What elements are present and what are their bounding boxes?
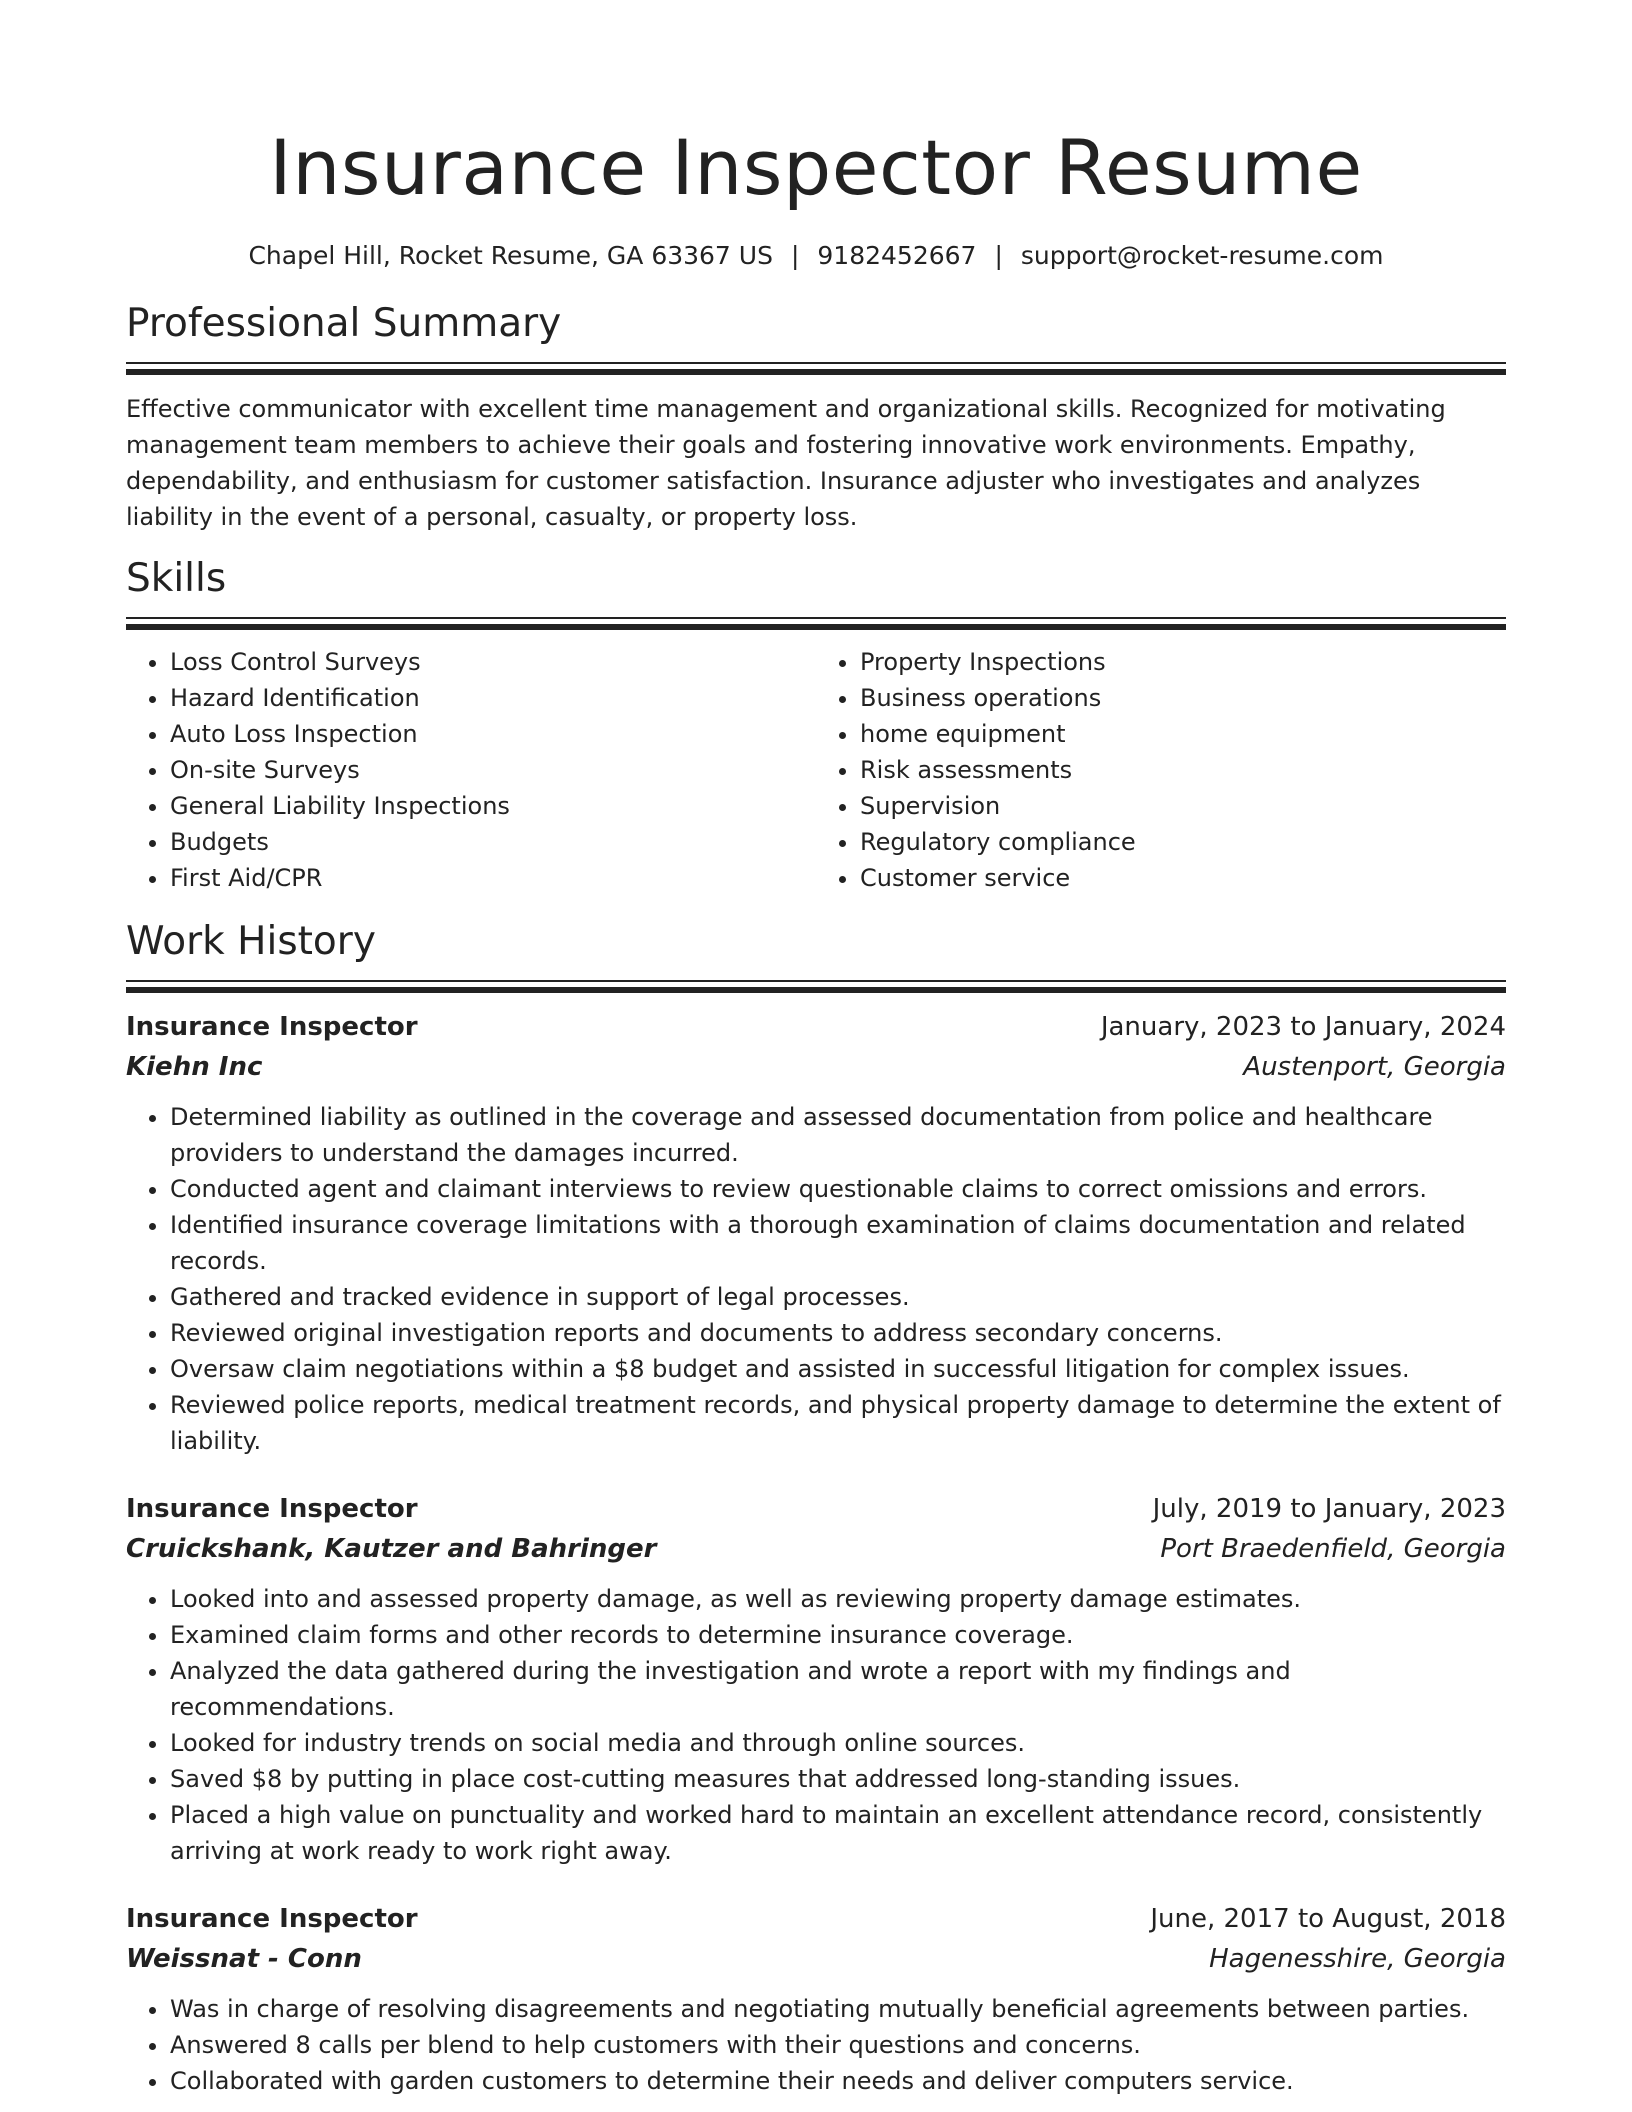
job-location: Hagenesshire, Georgia: [1209, 1944, 1506, 1974]
job-bullet: • Identified insurance coverage limitations with a thorough examination of claims documentation and related records.: [170, 1207, 1506, 1279]
job-list: [126, 1007, 1506, 2099]
job-dates: January, 2023 to January, 2024: [1100, 1012, 1506, 1042]
skill-item: • On-site Surveys: [170, 752, 816, 788]
job-bullets: [126, 1099, 1506, 1459]
contact-address: Chapel Hill, Rocket Resume, GA 63367 US: [248, 241, 773, 270]
job-bullet: • Oversaw claim negotiations within a $8 budget and assisted in successful litigation for complex issues.: [170, 1351, 1506, 1387]
skills-list-right: [816, 644, 1506, 896]
job-header: [126, 1489, 1506, 1529]
contact-separator: |: [994, 241, 1003, 270]
job-bullet: • Answered 8 calls per blend to help customers with their questions and concerns.: [170, 2027, 1506, 2063]
skill-item: • Regulatory compliance: [860, 824, 1506, 860]
job-entry: [126, 1899, 1506, 2099]
section-rule: [126, 980, 1506, 993]
job-location: Port Braedenfield, Georgia: [1160, 1534, 1506, 1564]
job-bullet: • Was in charge of resolving disagreements and negotiating mutually beneficial agreements between parties.: [170, 1991, 1506, 2027]
job-header: [126, 1899, 1506, 1939]
job-company: Kiehn Inc: [126, 1052, 263, 1082]
contact-phone: 9182452667: [817, 241, 977, 270]
skills-list-left: [126, 644, 816, 896]
skill-item: • home equipment: [860, 716, 1506, 752]
job-location: Austenport, Georgia: [1243, 1052, 1506, 1082]
skill-item: • Hazard Identification: [170, 680, 816, 716]
job-company: Cruickshank, Kautzer and Bahringer: [126, 1534, 657, 1564]
job-title: Insurance Inspector: [126, 1012, 418, 1042]
job-bullet: • Reviewed police reports, medical treatment records, and physical property damage to determine the extent of liability.: [170, 1387, 1506, 1459]
job-bullet: • Gathered and tracked evidence in support of legal processes.: [170, 1279, 1506, 1315]
job-subheader: [126, 1047, 1506, 1087]
contact-email: support@rocket-resume.com: [1020, 241, 1384, 270]
skill-item: • Risk assessments: [860, 752, 1506, 788]
skills-section: [126, 555, 1506, 896]
job-bullet: • Reviewed original investigation reports and documents to address secondary concerns.: [170, 1315, 1506, 1351]
job-title: Insurance Inspector: [126, 1904, 418, 1934]
job-bullet: • Placed a high value on punctuality and worked hard to maintain an excellent attendance record, consistently arriving at work ready to work right away.: [170, 1797, 1506, 1869]
section-heading-skills: Skills: [126, 556, 227, 601]
skill-item: • General Liability Inspections: [170, 788, 816, 824]
job-entry: [126, 1489, 1506, 1869]
summary-text: Effective communicator with excellent time management and organizational skills. Recognized for motivating management team members to achieve their goals and fostering innovative work environments. Empathy, dependability, and enthusiasm for customer satisfaction. Insurance adjuster who investigates and analyzes liability in the event of a personal, casualty, or property loss.: [126, 395, 1446, 531]
section-rule: [126, 362, 1506, 375]
job-header: [126, 1007, 1506, 1047]
job-bullet: • Looked for industry trends on social media and through online sources.: [170, 1725, 1506, 1761]
job-bullet: • Collaborated with garden customers to determine their needs and deliver computers service.: [170, 2063, 1506, 2099]
skill-item: • Supervision: [860, 788, 1506, 824]
job-entry: [126, 1007, 1506, 1459]
skill-item: • Customer service: [860, 860, 1506, 896]
skill-item: • Budgets: [170, 824, 816, 860]
skill-item: • Property Inspections: [860, 644, 1506, 680]
job-bullet: • Conducted agent and claimant interviews to review questionable claims to correct omissions and errors.: [170, 1171, 1506, 1207]
skill-item: • Business operations: [860, 680, 1506, 716]
skill-item: • Loss Control Surveys: [170, 644, 816, 680]
job-bullet: • Saved $8 by putting in place cost-cutting measures that addressed long-standing issues.: [170, 1761, 1506, 1797]
summary-section: [126, 300, 1506, 535]
job-company: Weissnat - Conn: [126, 1944, 362, 1974]
job-dates: July, 2019 to January, 2023: [1152, 1494, 1506, 1524]
job-bullet: • Analyzed the data gathered during the investigation and wrote a report with my findings and recommendations.: [170, 1653, 1506, 1725]
job-subheader: [126, 1939, 1506, 1979]
work-section: [126, 918, 1506, 2099]
section-rule: [126, 617, 1506, 630]
section-heading-work: Work History: [126, 919, 376, 964]
job-dates: June, 2017 to August, 2018: [1150, 1904, 1506, 1934]
contact-line: [126, 240, 1506, 272]
job-subheader: [126, 1529, 1506, 1569]
job-bullet: • Examined claim forms and other records to determine insurance coverage.: [170, 1617, 1506, 1653]
job-bullets: [126, 1991, 1506, 2099]
job-bullets: [126, 1581, 1506, 1869]
job-bullet: • Determined liability as outlined in the coverage and assessed documentation from police and healthcare providers to understand the damages incurred.: [170, 1099, 1506, 1171]
skill-item: • First Aid/CPR: [170, 860, 816, 896]
job-title: Insurance Inspector: [126, 1494, 418, 1524]
skills-columns: [126, 644, 1506, 896]
page-title: Insurance Inspector Resume: [269, 123, 1363, 212]
contact-separator: |: [790, 241, 800, 270]
section-heading-summary: Professional Summary: [126, 301, 562, 346]
skill-item: • Auto Loss Inspection: [170, 716, 816, 752]
job-bullet: • Looked into and assessed property damage, as well as reviewing property damage estimates.: [170, 1581, 1506, 1617]
